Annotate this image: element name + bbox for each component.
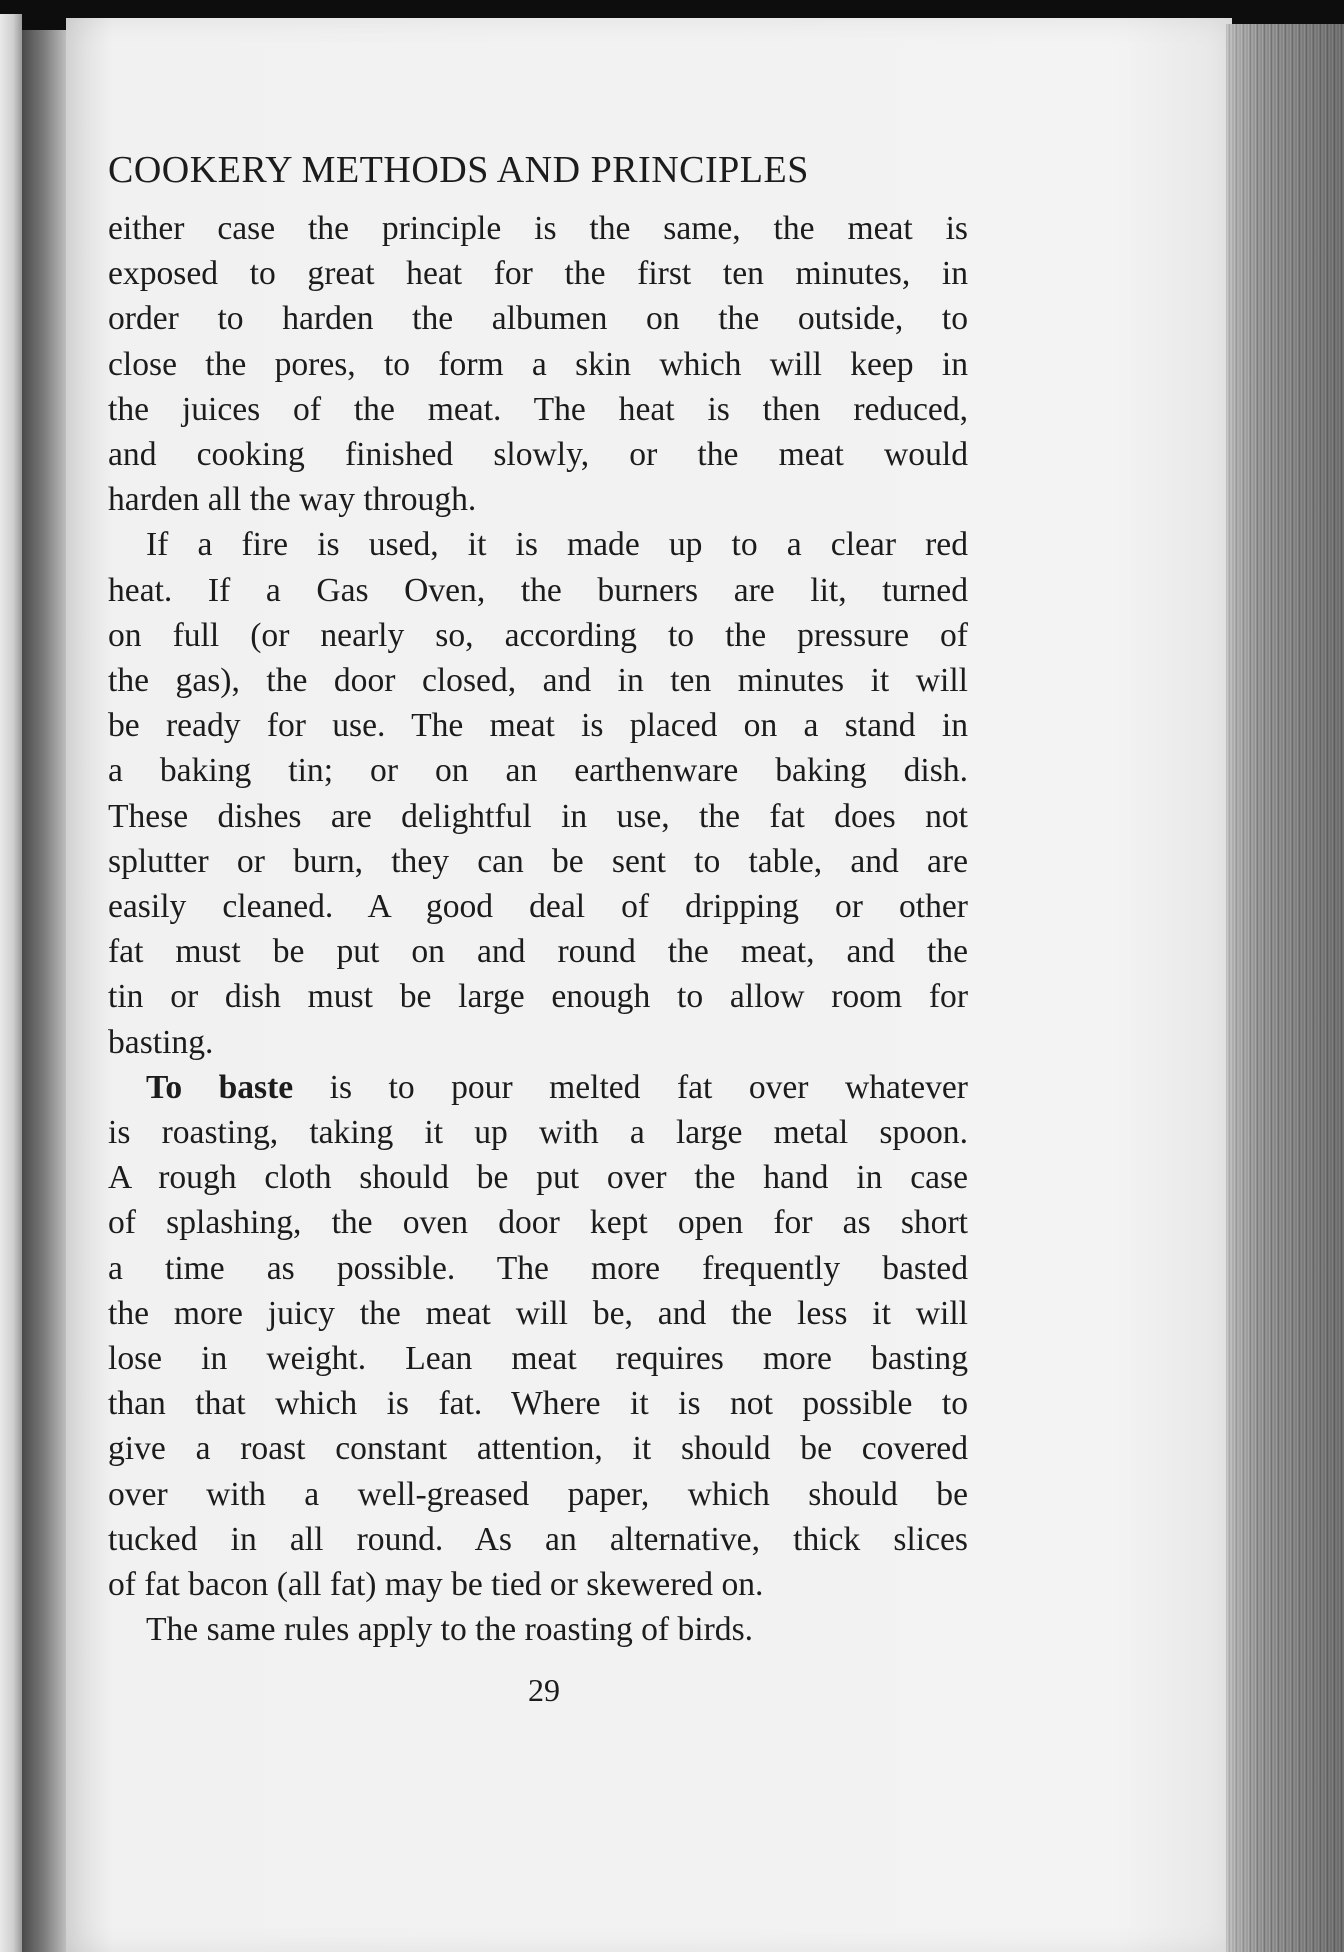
text-line bbox=[108, 1065, 968, 1110]
text-line: the more juicy the meat will be, and the less it will bbox=[108, 1294, 968, 1332]
page-number: 29 bbox=[528, 1672, 560, 1708]
text-line: easily cleaned. A good deal of dripping or other bbox=[108, 888, 968, 926]
text-line: tucked in all round. As an alternative, thick slices bbox=[108, 1520, 968, 1558]
text-line: exposed to great heat for the first ten minutes, in bbox=[108, 255, 968, 293]
text-line: These dishes are delightful in use, the fat does not bbox=[108, 797, 968, 835]
text-line: give a roast constant attention, it should be covered bbox=[108, 1430, 968, 1468]
text-line: lose in weight. Lean meat requires more basting bbox=[108, 1340, 968, 1378]
text-line: splutter or burn, they can be sent to table, and are bbox=[108, 842, 968, 880]
text-line: The same rules apply to the roasting of birds. bbox=[146, 1611, 754, 1649]
text-line: either case the principle is the same, the meat is bbox=[108, 210, 968, 247]
text-line: order to harden the albumen on the outside, to bbox=[108, 300, 968, 338]
text-line: If a fire is used, it is made up to a clear red bbox=[146, 526, 968, 564]
text-line: over with a well-greased paper, which should be bbox=[108, 1475, 968, 1513]
text-line: the gas), the door closed, and in ten minutes it will bbox=[108, 662, 968, 700]
running-head: COOKERY METHODS AND PRINCIPLES bbox=[108, 149, 809, 191]
text-line: the juices of the meat. The heat is then reduced, bbox=[108, 390, 968, 428]
page-stack-shading bbox=[1226, 24, 1344, 1952]
text-line: be ready for use. The meat is placed on a stand in bbox=[108, 707, 968, 745]
text-line: tin or dish must be large enough to allow room for bbox=[108, 978, 968, 1016]
text-line: A rough cloth should be put over the hand in case bbox=[108, 1159, 968, 1197]
text-line: of fat bacon (all fat) may be tied or skewered on. bbox=[108, 1566, 764, 1604]
gutter-shadow bbox=[22, 30, 70, 1952]
paragraph-3 bbox=[108, 1065, 968, 1607]
text-line: of splashing, the oven door kept open for as short bbox=[108, 1204, 968, 1242]
text-run: is to pour melted fat over whatever bbox=[293, 1068, 968, 1106]
text-line: basting. bbox=[108, 1023, 214, 1061]
text-line: is roasting, taking it up with a large metal spoon. bbox=[108, 1114, 968, 1152]
text-line: a baking tin; or on an earthenware baking dish. bbox=[108, 752, 968, 790]
text-line: than that which is fat. Where it is not possible to bbox=[108, 1385, 968, 1423]
text-line: on full (or nearly so, according to the pressure of bbox=[108, 616, 968, 654]
definition-term: To baste bbox=[146, 1068, 294, 1106]
text-line: a time as possible. The more frequently basted bbox=[108, 1249, 968, 1287]
paragraph-1 bbox=[108, 206, 968, 522]
text-line: heat. If a Gas Oven, the burners are lit, turned bbox=[108, 571, 968, 609]
text-line: close the pores, to form a skin which will keep in bbox=[108, 345, 968, 383]
page-text-block bbox=[108, 128, 968, 1653]
paragraph-2 bbox=[108, 522, 968, 1064]
previous-page-edge bbox=[0, 14, 22, 1952]
text-line: fat must be put on and round the meat, and the bbox=[108, 933, 968, 971]
paragraph-4 bbox=[108, 1607, 968, 1652]
text-line: and cooking finished slowly, or the meat would bbox=[108, 436, 968, 474]
text-line: harden all the way through. bbox=[108, 481, 477, 519]
